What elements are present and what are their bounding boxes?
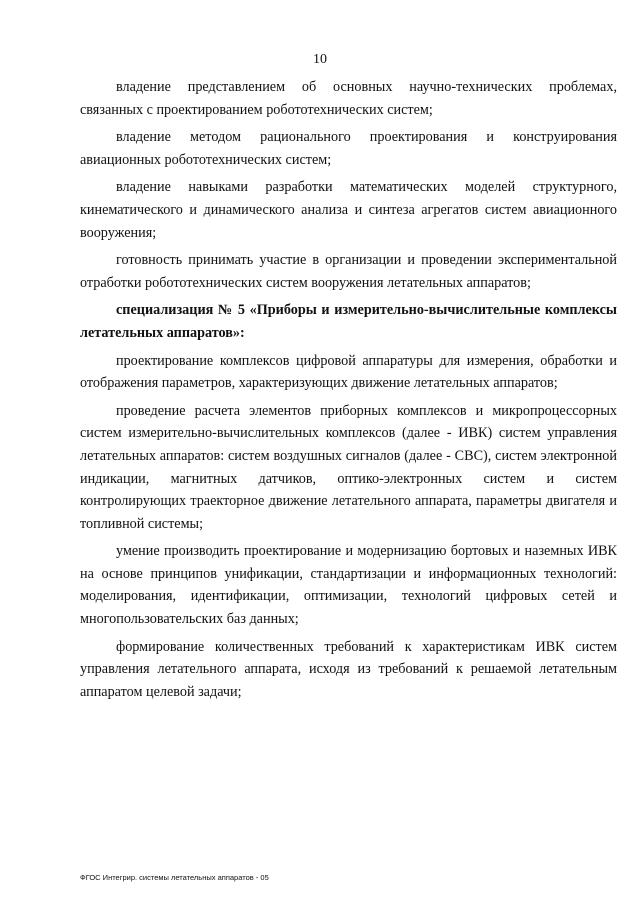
- paragraph-design-problems: владение представлением об основных научно-технических проблемах, связанных с проектированием робототехнических систем;: [80, 79, 617, 118]
- paragraph-design-method: владение методом рационального проектирования и конструирования авиационных робототехнических систем;: [80, 129, 617, 168]
- paragraph-calculation: проведение расчета элементов приборных комплексов и микропроцессорных систем измерительно-вычислительных комплексов (далее - ИВК) систем управления летательных аппаратов: систем воздушных сигналов (далее - СВС), систем электронной индикации, магнитных датчиков, оптико-электронных систем и систем контролирующих траекторное движение летательного аппарата, параметры двигателя и топливной системы;: [80, 402, 617, 532]
- paragraph-modernization: умение производить проектирование и модернизацию бортовых и наземных ИВК на основе принципов унификации, стандартизации и информационных технологий: моделирования, идентификации, оптимизации, технологий цифровых сетей и многопользовательских баз данных;: [80, 543, 617, 628]
- specialization-heading: специализация № 5 «Приборы и измерительно-вычислительные комплексы летательных аппаратов»:: [80, 302, 617, 341]
- paragraph-experimental-testing: готовность принимать участие в организации и проведении экспериментальной отработки робототехнических систем вооружения летательных аппаратов;: [80, 252, 617, 291]
- paragraph-digital-equipment: проектирование комплексов цифровой аппаратуры для измерения, обработки и отображения параметров, характеризующих движение летательных аппаратов;: [80, 352, 617, 392]
- body-text: [80, 76, 617, 708]
- paragraph-math-models: владение навыками разработки математических моделей структурного, кинематического и динамического анализа и синтеза агрегатов систем авиационного вооружения;: [80, 179, 617, 241]
- paragraph-requirements: формирование количественных требований к характеристикам ИВК систем управления летательного аппарата, исходя из требований к решаемой летательным аппаратом целевой задачи;: [80, 638, 617, 700]
- page-number: 10: [313, 52, 327, 67]
- page-footer: ФГОС Интегрир. системы летательных аппаратов - 05: [80, 873, 269, 882]
